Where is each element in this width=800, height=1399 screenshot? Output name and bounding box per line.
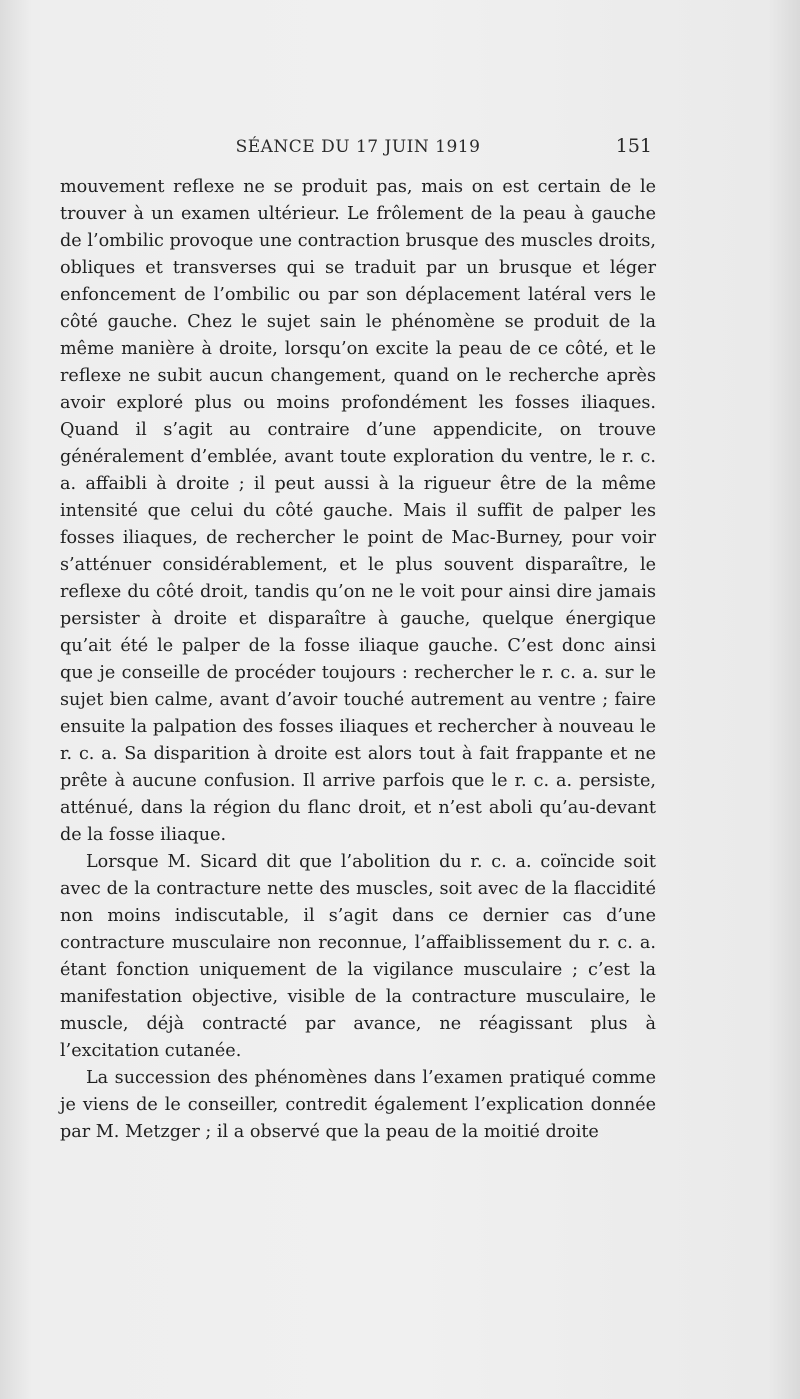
paragraph-2: Lorsque M. Sicard dit que l’abolition du r. c. a. coïncide soit avec de la contracture nette des muscles, soit avec de la flaccidité non moins indiscutable, il s’agit dans ce dernier cas d’une contracture musculaire non reconnue, l’affaiblissement du r. c. a. étant fonction uniquement de la vigilance musculaire ; c’est la manifestation objective, visible de la contracture musculaire, le muscle, déjà contracté par avance, ne réagissant plus à l’excitation cutanée. [60, 852, 656, 1061]
body-text [60, 174, 656, 1146]
page-header [60, 133, 656, 165]
paragraph-1: mouvement reflexe ne se produit pas, mais on est certain de le trouver à un examen ultérieur. Le frôlement de la peau à gauche de l’ombilic provoque une contraction brusque des muscles droits, obliques et transverses qui se traduit par un brusque et léger enfoncement de l’ombilic ou par son déplacement latéral vers le côté gauche. Chez le sujet sain le phénomène se produit de la même manière à droite, lorsqu’on excite la peau de ce côté, et le reflexe ne subit aucun changement, quand on le recherche après avoir exploré plus ou moins profondément les fosses iliaques. Quand il s’agit au contraire d’une appendicite, on trouve généralement d’emblée, avant toute exploration du ventre, le r. c. a. affaibli à droite ; il peut aussi à la rigueur être de la même intensité que celui du côté gauche. Mais il suffit de palper les fosses iliaques, de rechercher le point de Mac-Burney, pour voir s’atténuer considérablement, et le plus souvent disparaître, le reflexe du côté droit, tandis qu’on ne le voit pour ainsi dire jamais persister à droite et disparaître à gauche, quelque énergique qu’ait été le palper de la fosse iliaque gauche. C’est donc ainsi que je conseille de procéder toujours : rechercher le r. c. a. sur le sujet bien calme, avant d’avoir touché autrement au ventre ; faire ensuite la palpation des fosses iliaques et rechercher à nouveau le r. c. a. Sa disparition à droite est alors tout à fait frappante et ne prête à aucune confusion. Il arrive parfois que le r. c. a. persiste, atténué, dans la région du flanc droit, et n’est aboli qu’au-devant de la fosse iliaque. [60, 177, 656, 845]
page-number: 151 [615, 135, 652, 157]
paragraph-3: La succession des phénomènes dans l’examen pratiqué comme je viens de le conseiller, contredit également l’explication donnée par M. Metzger ; il a observé que la peau de la moitié droite [60, 1068, 656, 1142]
running-title: SÉANCE DU 17 JUIN 1919 [235, 137, 481, 157]
